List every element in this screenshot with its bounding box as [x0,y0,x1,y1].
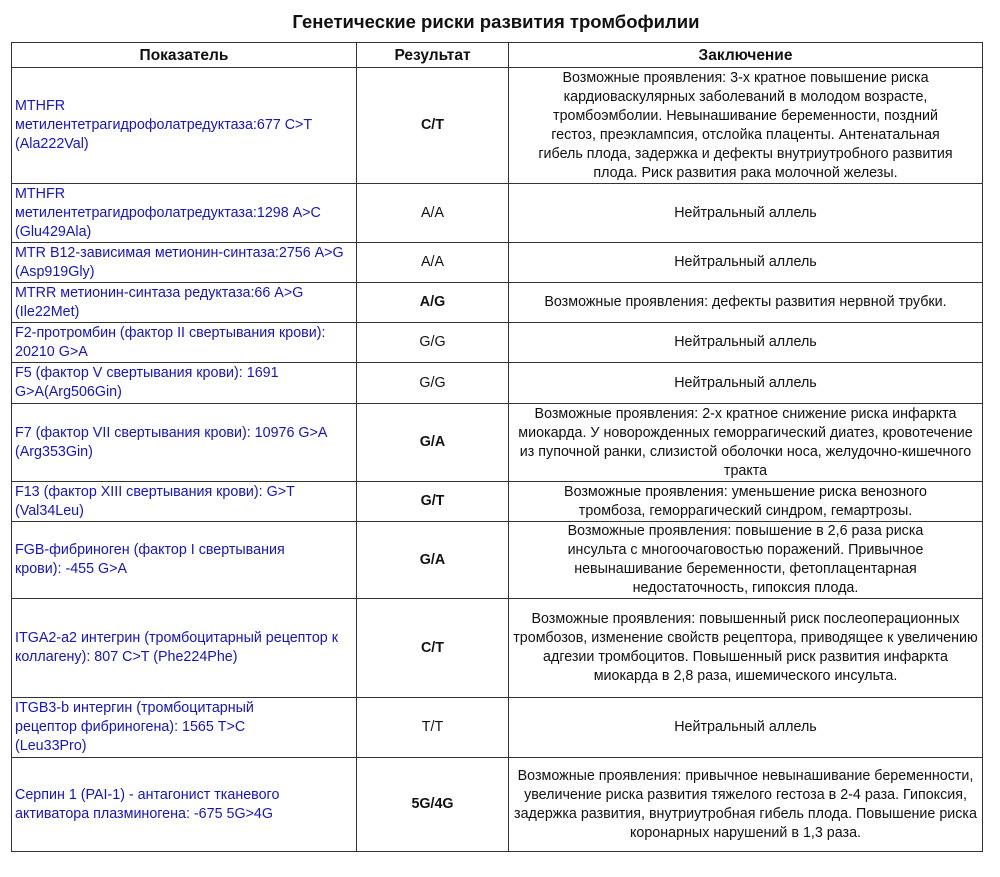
table-row [12,243,983,283]
indicator-cell: MTHFR метилентетрагидрофолатредуктаза:1298 A>C (Glu429Ala) [12,184,357,243]
result-cell: C/T [357,599,509,698]
conclusion-cell: Возможные проявления: 3-х кратное повышение риска кардиоваскулярных заболеваний в молодом возрасте, тромбоэмболии. Невынашивание беременности, поздний гестоз, преэклампсия, отслойка плаценты. Антенатальная гибель плода, задержка и дефекты внутриутробного развития плода. Риск развития рака молочной железы. [509,68,983,184]
table-row [12,404,983,482]
table-row [12,522,983,599]
table-row [12,323,983,363]
result-cell: G/G [357,363,509,404]
indicator-cell: F7 (фактор VII свертывания крови): 10976 G>A (Arg353Gin) [12,404,357,482]
conclusion-cell: Возможные проявления: 2-х кратное снижение риска инфаркта миокарда. У новорожденных геморрагический диатез, кровотечение из пупочной ранки, слизистой оболочки носа, желудочно-кишечного тракта [509,404,983,482]
indicator-cell: ITGA2-a2 интегрин (тромбоцитарный рецептор к коллагену): 807 C>T (Phe224Phe) [12,599,357,698]
result-cell: A/G [357,283,509,323]
table-row [12,599,983,698]
indicator-cell: MTHFR метилентетрагидрофолатредуктаза:677 C>T (Ala222Val) [12,68,357,184]
indicator-cell: MTRR метионин-синтаза редуктаза:66 A>G (Ile22Met) [12,283,357,323]
conclusion-cell: Нейтральный аллель [509,323,983,363]
result-cell: A/A [357,243,509,283]
table-row [12,482,983,522]
document-title: Генетические риски развития тромбофилии [292,11,700,32]
indicator-cell: F5 (фактор V свертывания крови): 1691 G>A(Arg506Gin) [12,363,357,404]
table-row [12,283,983,323]
indicator-cell: F13 (фактор XIII свертывания крови): G>T (Val34Leu) [12,482,357,522]
table-row [12,68,983,184]
table-header-row [12,43,983,68]
result-cell: G/A [357,522,509,599]
table-row [12,698,983,758]
result-cell: G/T [357,482,509,522]
indicator-cell: Серпин 1 (PAI-1) - антагонист тканевого активатора плазминогена: -675 5G>4G [12,758,357,852]
result-cell: G/G [357,323,509,363]
result-cell: T/T [357,698,509,758]
table-row [12,184,983,243]
result-cell: C/T [357,68,509,184]
result-cell: A/A [357,184,509,243]
conclusion-cell: Возможные проявления: уменьшение риска венозного тромбоза, геморрагический синдром, гемартрозы. [509,482,983,522]
indicator-cell: FGB-фибриноген (фактор I свертывания крови): -455 G>A [12,522,357,599]
conclusion-cell: Возможные проявления: привычное невынашивание беременности, увеличение риска развития тяжелого гестоза в 2-4 раза. Гипоксия, задержка развития, внутриутробная гибель плода. Повышение риска коронарных нарушений в 1,3 раза. [509,758,983,852]
indicator-cell: F2-протромбин (фактор II свертывания крови): 20210 G>A [12,323,357,363]
indicator-cell: MTR B12-зависимая метионин-синтаза:2756 A>G (Asp919Gly) [12,243,357,283]
conclusion-cell: Нейтральный аллель [509,184,983,243]
table-row [12,758,983,852]
conclusion-cell: Нейтральный аллель [509,243,983,283]
thrombophilia-risk-table [11,42,983,852]
header-indicator: Показатель [12,43,357,68]
result-cell: G/A [357,404,509,482]
conclusion-cell: Возможные проявления: дефекты развития нервной трубки. [509,283,983,323]
conclusion-cell: Возможные проявления: повышение в 2,6 раза риска инсульта с многоочаговостью поражений. Привычное невынашивание беременности, фетоплацентарная недостаточность, гипоксия плода. [509,522,983,599]
result-cell: 5G/4G [357,758,509,852]
conclusion-cell: Нейтральный аллель [509,698,983,758]
header-result: Результат [357,43,509,68]
indicator-cell: ITGB3-b интергин (тромбоцитарный рецептор фибриногена): 1565 T>C (Leu33Pro) [12,698,357,758]
table-row [12,363,983,404]
conclusion-cell: Возможные проявления: повышенный риск послеоперационных тромбозов, изменение свойств рецептора, приводящее к увеличению адгезии тромбоцитов. Повышенный риск развития инфаркта миокарда в 2,8 раза, ишемического инсульта. [509,599,983,698]
conclusion-cell: Нейтральный аллель [509,363,983,404]
header-conclusion: Заключение [509,43,983,68]
